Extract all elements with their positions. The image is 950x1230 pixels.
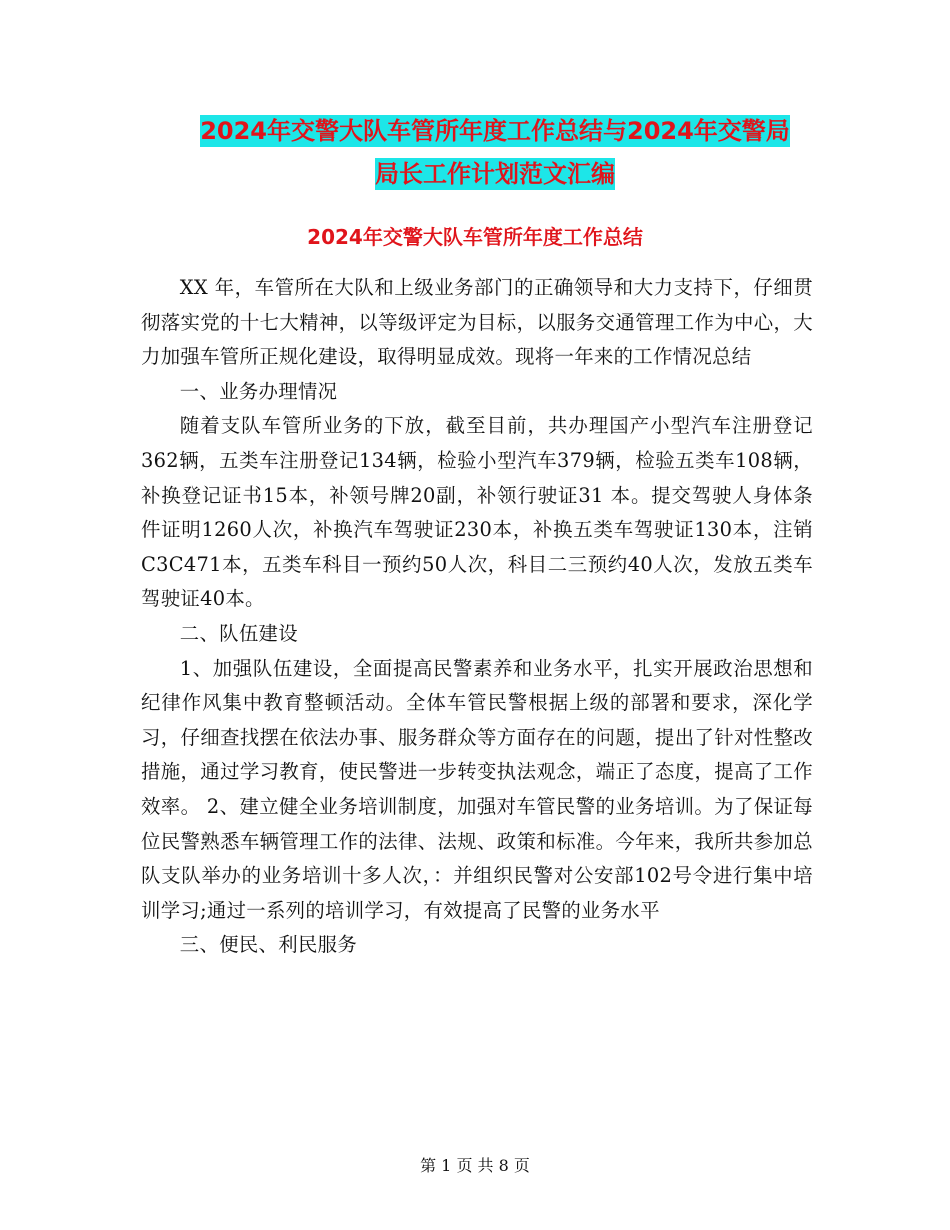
body-text [141,271,813,963]
page-footer: 第 1 页 共 8 页 [420,1156,530,1175]
heading-team: 二、队伍建设 [179,621,298,645]
paragraph-team: 1、加强队伍建设，全面提高民警素养和业务水平，扎实开展政治思想和纪律作风集中教育整顿活动。全体车管民警根据上级的部署和要求，深化学习，仔细查找摆在依法办事、服务群众等方面存在的问题，提出了针对性整改措施，通过学习教育，使民警进一步转变执法观念，端正了态度，提高了工作效率。 2、建立健全业务培训制度，加强对车管民警的业务培训。为了保证每位民警熟悉车辆管理工作的法律、法规、政策和标准。今年来，我所共参加总队支队举办的业务培训十多人次，：并组织民警对公安部102号令进行集中培训学习;通过一系列的培训学习，有效提高了民警的业务水平 [141,656,813,922]
section-title: 2024年交警大队车管所年度工作总结 [307,225,643,249]
heading-business: 一、业务办理情况 [179,379,338,403]
heading-service: 三、便民、利民服务 [179,933,358,957]
title-line-1: 2024年交警大队车管所年度工作总结与2024年交警局 [200,117,790,145]
paragraph-business: 随着支队车管所业务的下放，截至目前，共办理国产小型汽车注册登记362辆，五类车注册登记134辆，检验小型汽车379辆，检验五类车108辆，补换登记证书15本，补领号牌20副，补领行驶证31 本。提交驾驶人身体条件证明1260人次，补换汽车驾驶证230本，补换五类车驾驶证130本，注销C3C471本，五类车科目一预约50人次，科目二三预约40人次，发放五类车驾驶证40本。 [141,414,813,611]
document-title [140,110,850,196]
title-line-2: 局长工作计划范文汇编 [375,160,615,188]
paragraph-intro: XX 年，车管所在大队和上级业务部门的正确领导和大力支持下，仔细贯彻落实党的十七大精神，以等级评定为目标，以服务交通管理工作为中心，大力加强车管所正规化建设，取得明显成效。现将一年来的工作情况总结 [141,276,813,369]
